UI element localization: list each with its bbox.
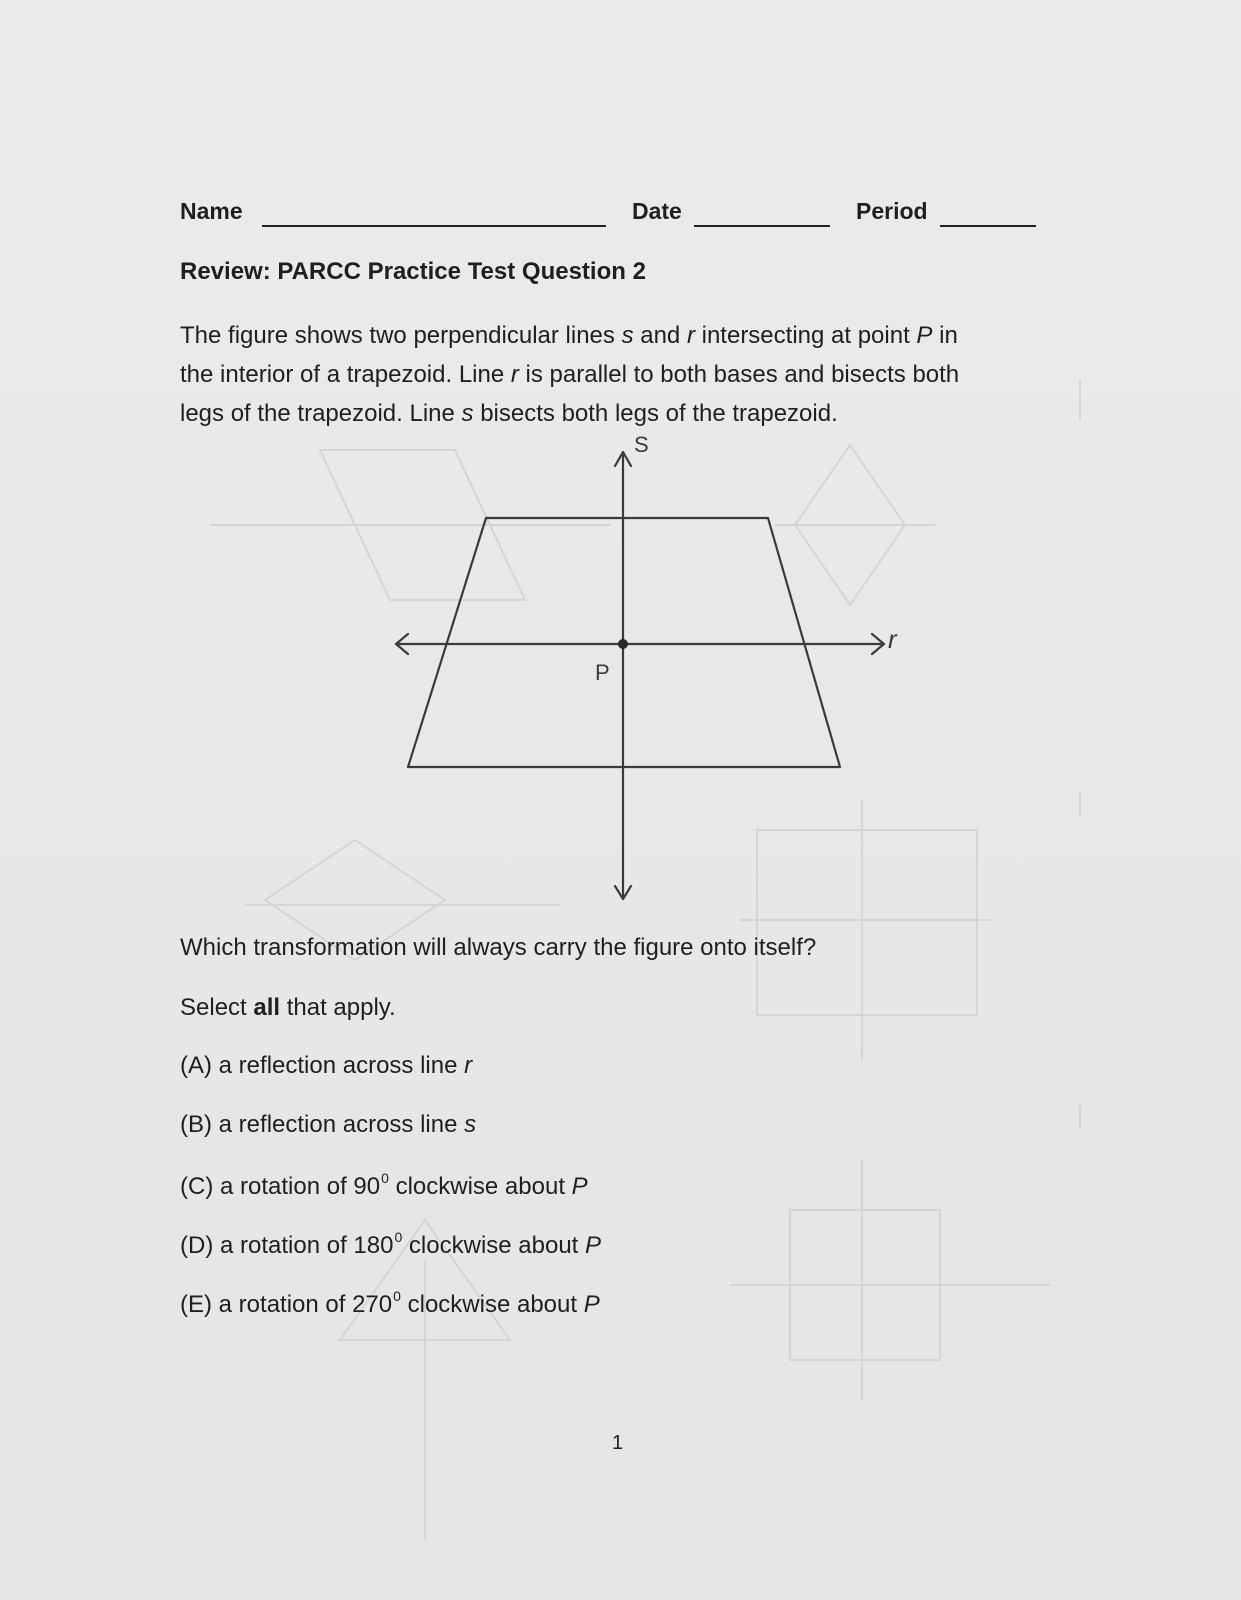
problem-statement	[180, 316, 1040, 433]
option-d[interactable]	[180, 1229, 601, 1260]
var-r: r	[510, 361, 519, 388]
period-blank[interactable]	[940, 225, 1036, 227]
option-text: a rotation of 90	[213, 1173, 381, 1200]
option-var: P	[571, 1173, 588, 1200]
option-text: clockwise about	[388, 1173, 572, 1200]
text-run: Select	[180, 994, 254, 1021]
option-text: clockwise about	[402, 1232, 586, 1259]
var-s: s	[461, 400, 474, 427]
review-title: Review: PARCC Practice Test Question 2	[180, 258, 646, 285]
option-var: P	[585, 1232, 602, 1259]
option-letter: (E)	[180, 1291, 212, 1318]
statement-line-1	[180, 316, 1040, 355]
question-text: Which transformation will always carry the figure onto itself?	[180, 934, 817, 961]
option-letter: (D)	[180, 1232, 214, 1259]
var-s: s	[621, 322, 634, 349]
label-p: P	[595, 660, 610, 685]
page-number: 1	[612, 1432, 624, 1454]
text-run: intersecting at point	[694, 322, 917, 349]
option-a[interactable]	[180, 1052, 472, 1080]
text-run: that apply.	[280, 994, 396, 1021]
statement-line-3	[180, 394, 1040, 433]
text-run: the interior of a trapezoid. Line	[180, 361, 511, 388]
degree-mark: 0	[393, 1288, 401, 1304]
option-e[interactable]	[180, 1288, 600, 1319]
option-text: a rotation of 180	[213, 1232, 394, 1259]
option-letter: (C)	[180, 1173, 214, 1200]
option-text: a reflection across line	[212, 1052, 465, 1079]
header-row	[180, 198, 1040, 232]
option-text: a reflection across line	[212, 1111, 465, 1138]
emphasis-all: all	[253, 994, 281, 1021]
point-p	[618, 639, 628, 649]
text-run: bisects both legs of the trapezoid.	[473, 400, 838, 427]
date-label: Date	[632, 198, 682, 224]
name-label: Name	[180, 198, 243, 224]
text-run: is parallel to both bases and bisects both	[518, 361, 960, 388]
label-r: r	[888, 624, 897, 654]
option-text: clockwise about	[400, 1291, 584, 1318]
var-p: P	[916, 322, 933, 349]
option-c[interactable]	[180, 1170, 588, 1201]
option-b[interactable]	[180, 1111, 476, 1139]
option-var: s	[464, 1111, 477, 1138]
option-var: P	[583, 1291, 600, 1318]
var-r: r	[686, 322, 695, 349]
text-run: legs of the trapezoid. Line	[180, 400, 462, 427]
option-var: r	[464, 1052, 473, 1079]
instruction-text	[180, 994, 396, 1022]
date-blank[interactable]	[694, 225, 830, 227]
period-label: Period	[856, 198, 928, 224]
option-letter: (A)	[180, 1052, 212, 1079]
option-letter: (B)	[180, 1111, 212, 1138]
statement-line-2	[180, 355, 1040, 394]
degree-mark: 0	[381, 1170, 389, 1186]
text-run: in	[932, 322, 958, 349]
text-run: The figure shows two perpendicular lines	[180, 322, 622, 349]
label-s: S	[634, 432, 649, 457]
option-text: a rotation of 270	[212, 1291, 393, 1318]
degree-mark: 0	[394, 1229, 403, 1245]
text-run: and	[633, 322, 687, 349]
name-blank[interactable]	[262, 225, 606, 227]
trapezoid-figure	[370, 430, 930, 920]
